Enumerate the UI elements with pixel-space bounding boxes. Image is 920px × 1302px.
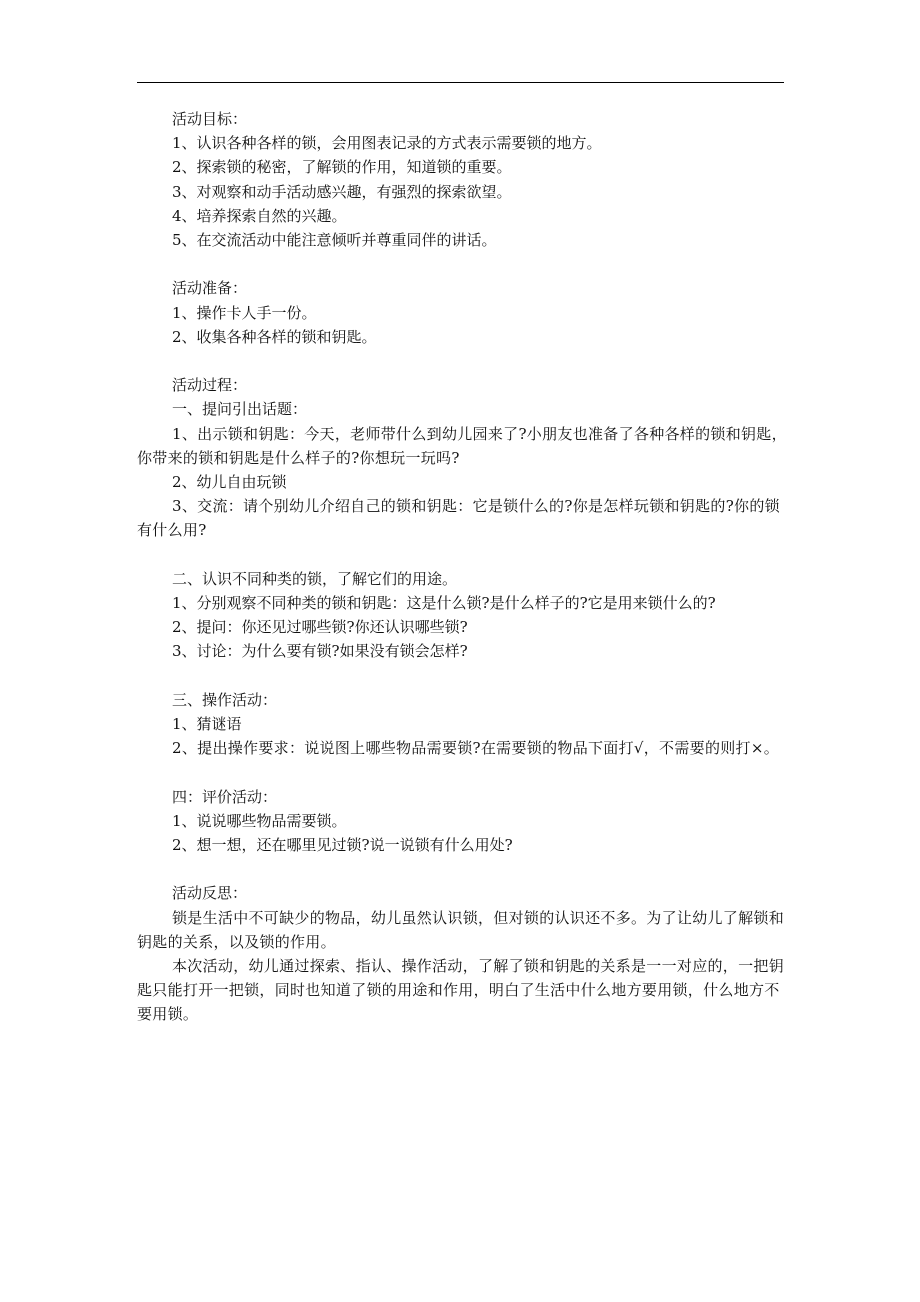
section-operation [137, 688, 789, 761]
section-process [137, 373, 789, 542]
section-evaluation [137, 785, 789, 858]
list-item: 2、幼儿自由玩锁 [172, 473, 287, 492]
list-item: 2、收集各种各样的锁和钥匙。 [172, 327, 377, 346]
list-item: 1、分别观察不同种类的锁和钥匙：这是什么锁?是什么样子的?它是用来锁什么的? [172, 594, 716, 613]
sub-heading: 二、认识不同种类的锁，了解它们的用途。 [172, 569, 458, 588]
list-item: 2、探索锁的秘密，了解锁的作用，知道锁的重要。 [172, 158, 512, 177]
header-rule [137, 82, 784, 83]
section-lock-types [137, 567, 789, 664]
paragraph: 锁是生活中不可缺少的物品，幼儿虽然认识锁，但对锁的认识还不多。为了让幼儿了解锁和钥匙的关系，以及锁的作用。 [137, 908, 785, 951]
list-item: 2、提问：你还见过哪些锁?你还认识哪些锁? [172, 618, 468, 637]
section-heading: 活动目标： [172, 110, 248, 128]
section-heading: 活动反思： [172, 884, 248, 903]
section-reflection [137, 881, 789, 1026]
paragraph: 本次活动，幼儿通过探索、指认、操作活动，了解了锁和钥匙的关系是一一对应的，一把钥匙只能打开一把锁，同时也知道了锁的用途和作用，明白了生活中什么地方要用锁，什么地方不要用锁。 [137, 957, 785, 1024]
list-item: 1、认识各种各样的锁，会用图表记录的方式表示需要锁的地方。 [172, 134, 602, 153]
sub-heading: 三、操作活动： [172, 690, 278, 709]
section-preparation [137, 276, 789, 349]
list-item: 3、交流：请个别幼儿介绍自己的锁和钥匙：它是锁什么的?你是怎样玩锁和钥匙的?你的锁有什么用? [137, 497, 780, 540]
list-item: 1、猜谜语 [172, 715, 242, 734]
list-item: 4、培养探索自然的兴趣。 [172, 206, 347, 225]
list-item: 2、提出操作要求：说说图上哪些物品需要锁?在需要锁的物品下面打√，不需要的则打×。 [172, 739, 780, 758]
document-body [137, 107, 789, 1051]
list-item: 3、对观察和动手活动感兴趣，有强烈的探索欲望。 [172, 182, 512, 201]
sub-heading: 四：评价活动： [172, 787, 278, 806]
list-item: 1、出示锁和钥匙：今天，老师带什么到幼儿园来了?小朋友也准备了各种各样的锁和钥匙，你带来的锁和钥匙是什么样子的?你想玩一玩吗? [137, 424, 787, 467]
section-heading: 活动过程： [172, 376, 248, 395]
sub-heading: 一、提问引出话题： [172, 400, 308, 419]
list-item: 3、讨论：为什么要有锁?如果没有锁会怎样? [172, 642, 468, 661]
section-objectives [137, 107, 789, 252]
list-item: 2、想一想，还在哪里见过锁?说一说锁有什么用处? [172, 836, 513, 855]
list-item: 5、在交流活动中能注意倾听并尊重同伴的讲话。 [172, 231, 497, 250]
section-heading: 活动准备： [172, 279, 248, 298]
list-item: 1、操作卡人手一份。 [172, 303, 317, 322]
list-item: 1、说说哪些物品需要锁。 [172, 811, 347, 830]
